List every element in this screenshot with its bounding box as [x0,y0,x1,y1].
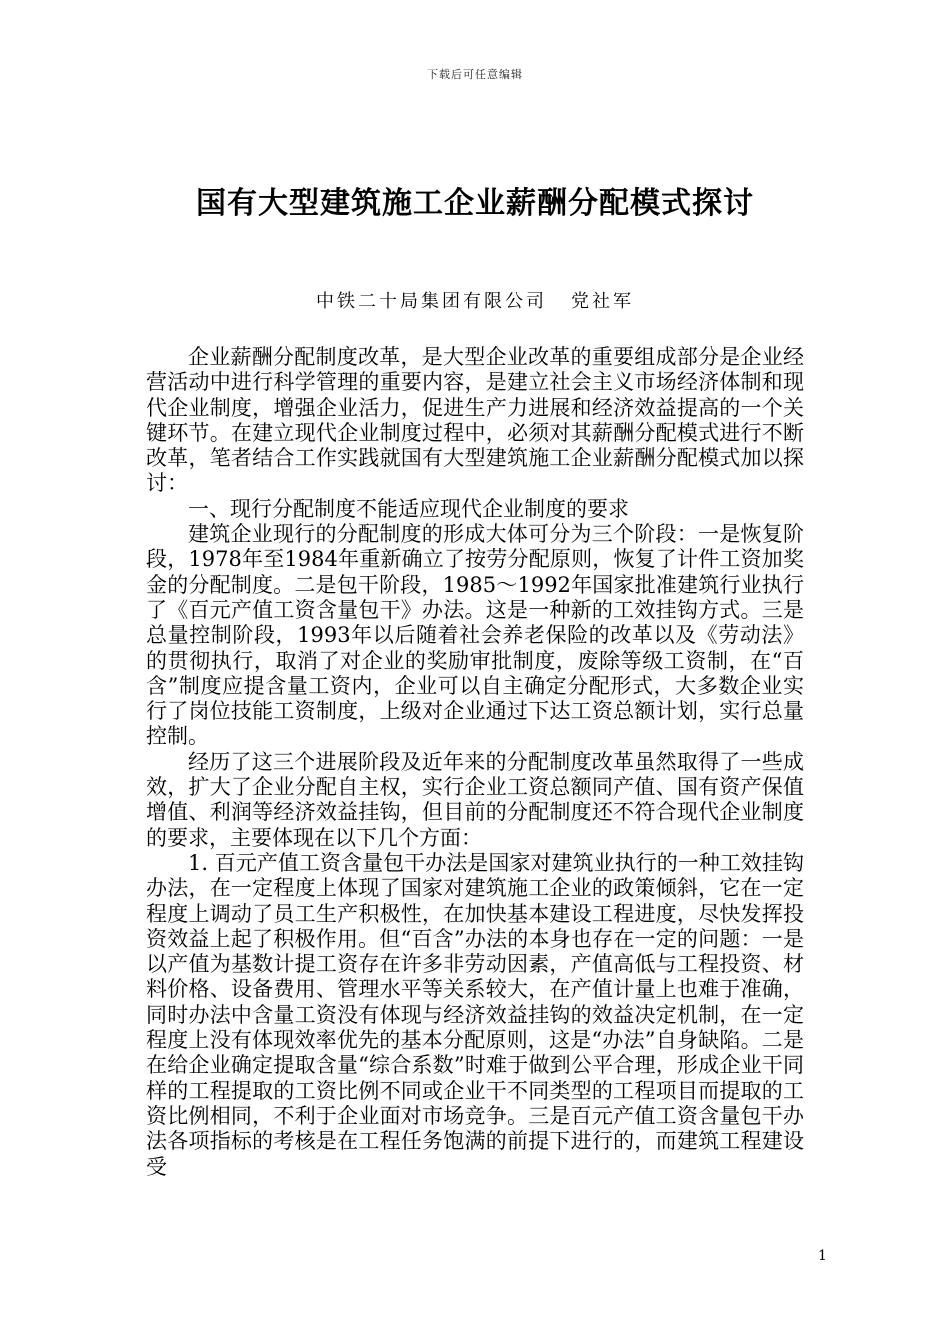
document-title: 国有大型建筑施工企业薪酬分配模式探讨 [196,186,754,221]
paragraph-stages: 建筑企业现行的分配制度的形成大体可分为三个阶段：一是恢复阶段，1978年至1984年重新确立了按劳分配原则，恢复了计件工资加奖金的分配制度。二是包干阶段，1985～1992年国家批准建筑行业执行了《百元产值工资含量包干》办法。这是一种新的工效挂钩方式。三是总量控制阶段，1993年以后随着社会养老保险的改革以及《劳动法》的贯彻执行，取消了对企业的奖励审批制度，废除等级工资制，在“百含”制度应提含量工资内，企业可以自主确定分配形式，大多数企业实行了岗位技能工资制度，上级对企业通过下达工资总额计划，实行总量控制。 [146,522,804,749]
author-organization: 中铁二十局集团有限公司 [316,291,547,312]
page-header-note: 下载后可任意编辑 [427,68,523,81]
author-name: 党社军 [571,291,634,312]
section-heading-1: 一、现行分配制度不能适应现代企业制度的要求 [188,496,629,521]
page-number: 1 [818,1248,827,1264]
paragraph-intro: 企业薪酬分配制度改革，是大型企业改革的重要组成部分是企业经营活动中进行科学管理的重要内容，是建立社会主义市场经济体制和现代企业制度，增强企业活力，促进生产力进展和经济效益提高的一个关键环节。在建立现代企业制度过程中，必须对其薪酬分配模式进行不断改革，笔者结合工作实践就国有大型建筑施工企业薪酬分配模式加以探讨： [146,345,804,496]
paragraph-point-1: 1. 百元产值工资含量包干办法是国家对建筑业执行的一种工效挂钩办法，在一定程度上体现了国家对建筑施工企业的政策倾斜，它在一定程度上调动了员工生产积极性，在加快基本建设工程进度，尽快发挥投资效益上起了积极作用。但“百含”办法的本身也存在一定的问题：一是以产值为基数计提工资存在许多非劳动因素，产值高低与工程投资、材料价格、设备费用、管理水平等关系较大，在产值计量上也难于准确，同时办法中含量工资没有体现与经济效益挂钩的效益决定机制，在一定程度上没有体现效率优先的基本分配原则，这是“办法”自身缺陷。二是在给企业确定提取含量“综合系数”时难于做到公平合理，形成企业干同样的工程提取的工资比例不同或企业干不同类型的工程项目而提取的工资比例相同，不利于企业面对市场竞争。三是百元产值工资含量包干办法各项指标的考核是在工程任务饱满的前提下进行的，而建筑工程建设受 [146,850,804,1179]
byline [0,287,950,313]
paragraph-results: 经历了这三个进展阶段及近年来的分配制度改革虽然取得了一些成效，扩大了企业分配自主权，实行企业工资总额同产值、国有资产保值增值、利润等经济效益挂钩，但目前的分配制度还不符合现代企业制度的要求，主要体现在以下几个方面： [146,749,804,850]
document-body [146,345,804,1180]
